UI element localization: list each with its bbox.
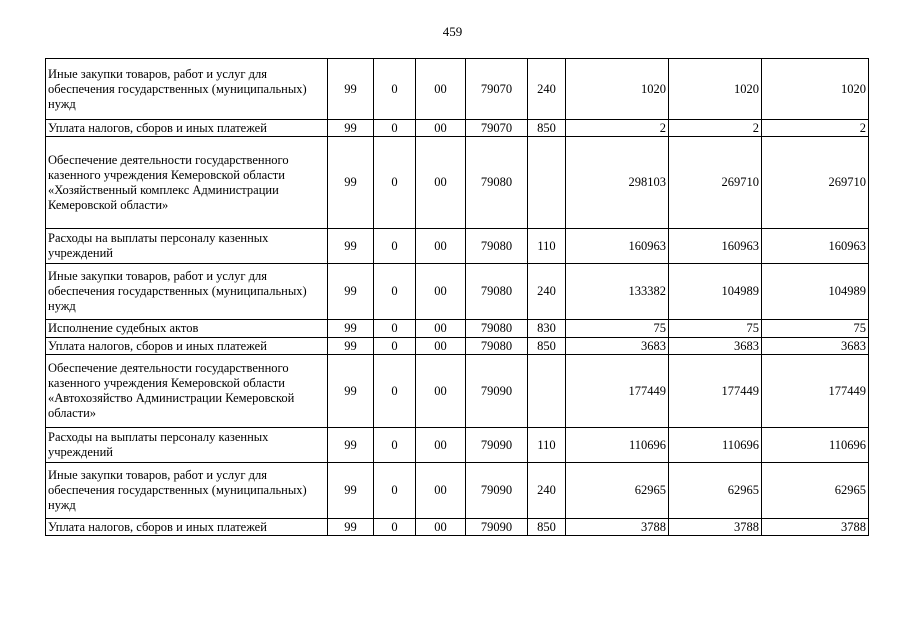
amount-year1-cell: 75: [566, 320, 669, 338]
amount-year3-cell: 110696: [762, 428, 869, 463]
target-article-cell: 79080: [466, 338, 528, 355]
subsection-cell: 0: [374, 463, 416, 519]
section-cell: 99: [328, 463, 374, 519]
amount-year3-cell: 104989: [762, 264, 869, 320]
amount-year2-cell: 160963: [669, 229, 762, 264]
amount-year3-cell: 3788: [762, 519, 869, 536]
target-article-cell: 79080: [466, 229, 528, 264]
expense-type-cell: 240: [528, 463, 566, 519]
amount-year1-cell: 110696: [566, 428, 669, 463]
expense-type-cell: 240: [528, 59, 566, 120]
amount-year1-cell: 2: [566, 120, 669, 137]
target-article-cell: 79080: [466, 137, 528, 229]
subsection-cell: 0: [374, 355, 416, 428]
target-article-cell: 79090: [466, 519, 528, 536]
amount-year1-cell: 177449: [566, 355, 669, 428]
subsection-cell: 0: [374, 120, 416, 137]
program-cell: 00: [416, 463, 466, 519]
expense-name-cell: Уплата налогов, сборов и иных платежей: [46, 120, 328, 137]
expense-type-cell: 240: [528, 264, 566, 320]
expense-name-cell: Иные закупки товаров, работ и услуг для обеспечения государственных (муниципальных) нужд: [46, 59, 328, 120]
table-row: [46, 120, 869, 137]
section-cell: 99: [328, 355, 374, 428]
expense-name-cell: Иные закупки товаров, работ и услуг для обеспечения государственных (муниципальных) нужд: [46, 463, 328, 519]
amount-year2-cell: 75: [669, 320, 762, 338]
target-article-cell: 79090: [466, 428, 528, 463]
program-cell: 00: [416, 428, 466, 463]
table-row: [46, 463, 869, 519]
amount-year1-cell: 62965: [566, 463, 669, 519]
section-cell: 99: [328, 137, 374, 229]
section-cell: 99: [328, 320, 374, 338]
program-cell: 00: [416, 229, 466, 264]
target-article-cell: 79070: [466, 59, 528, 120]
program-cell: 00: [416, 320, 466, 338]
amount-year2-cell: 110696: [669, 428, 762, 463]
amount-year1-cell: 298103: [566, 137, 669, 229]
amount-year2-cell: 104989: [669, 264, 762, 320]
program-cell: 00: [416, 120, 466, 137]
amount-year2-cell: 3788: [669, 519, 762, 536]
target-article-cell: 79090: [466, 463, 528, 519]
amount-year2-cell: 62965: [669, 463, 762, 519]
subsection-cell: 0: [374, 338, 416, 355]
amount-year1-cell: 3788: [566, 519, 669, 536]
subsection-cell: 0: [374, 320, 416, 338]
expense-name-cell: Расходы на выплаты персоналу казенных учреждений: [46, 229, 328, 264]
amount-year2-cell: 2: [669, 120, 762, 137]
expense-type-cell: 850: [528, 519, 566, 536]
expense-type-cell: 850: [528, 120, 566, 137]
amount-year1-cell: 133382: [566, 264, 669, 320]
section-cell: 99: [328, 264, 374, 320]
table-row: [46, 355, 869, 428]
amount-year1-cell: 1020: [566, 59, 669, 120]
table-row: [46, 264, 869, 320]
section-cell: 99: [328, 229, 374, 264]
subsection-cell: 0: [374, 519, 416, 536]
expense-type-cell: 110: [528, 428, 566, 463]
expense-name-cell: Расходы на выплаты персоналу казенных учреждений: [46, 428, 328, 463]
amount-year2-cell: 1020: [669, 59, 762, 120]
expense-type-cell: 850: [528, 338, 566, 355]
table-row: [46, 229, 869, 264]
amount-year3-cell: 75: [762, 320, 869, 338]
amount-year1-cell: 160963: [566, 229, 669, 264]
amount-year2-cell: 3683: [669, 338, 762, 355]
expense-type-cell: 110: [528, 229, 566, 264]
subsection-cell: 0: [374, 137, 416, 229]
expense-type-cell: [528, 355, 566, 428]
expense-name-cell: Уплата налогов, сборов и иных платежей: [46, 519, 328, 536]
expense-type-cell: [528, 137, 566, 229]
table-row: [46, 137, 869, 229]
table-row: [46, 519, 869, 536]
amount-year2-cell: 177449: [669, 355, 762, 428]
table-row: [46, 320, 869, 338]
expense-name-cell: Обеспечение деятельности государственного казенного учреждения Кемеровской области «Автохозяйство Администрации Кемеровской области»: [46, 355, 328, 428]
table-row: [46, 428, 869, 463]
program-cell: 00: [416, 59, 466, 120]
program-cell: 00: [416, 355, 466, 428]
amount-year1-cell: 3683: [566, 338, 669, 355]
subsection-cell: 0: [374, 59, 416, 120]
program-cell: 00: [416, 338, 466, 355]
program-cell: 00: [416, 519, 466, 536]
expense-name-cell: Исполнение судебных актов: [46, 320, 328, 338]
budget-table: [45, 58, 869, 536]
section-cell: 99: [328, 59, 374, 120]
amount-year3-cell: 2: [762, 120, 869, 137]
expense-name-cell: Иные закупки товаров, работ и услуг для обеспечения государственных (муниципальных) нужд: [46, 264, 328, 320]
amount-year3-cell: 3683: [762, 338, 869, 355]
program-cell: 00: [416, 264, 466, 320]
section-cell: 99: [328, 338, 374, 355]
expense-name-cell: Обеспечение деятельности государственного казенного учреждения Кемеровской области «Хозяйственный комплекс Администрации Кемеровской области»: [46, 137, 328, 229]
amount-year2-cell: 269710: [669, 137, 762, 229]
amount-year3-cell: 1020: [762, 59, 869, 120]
subsection-cell: 0: [374, 428, 416, 463]
target-article-cell: 79080: [466, 320, 528, 338]
amount-year3-cell: 269710: [762, 137, 869, 229]
amount-year3-cell: 160963: [762, 229, 869, 264]
target-article-cell: 79080: [466, 264, 528, 320]
expense-name-cell: Уплата налогов, сборов и иных платежей: [46, 338, 328, 355]
subsection-cell: 0: [374, 229, 416, 264]
expense-type-cell: 830: [528, 320, 566, 338]
section-cell: 99: [328, 519, 374, 536]
table-row: [46, 338, 869, 355]
section-cell: 99: [328, 120, 374, 137]
program-cell: 00: [416, 137, 466, 229]
page-number: 459: [442, 24, 463, 39]
table-row: [46, 59, 869, 120]
table-body: [46, 59, 869, 536]
amount-year3-cell: 177449: [762, 355, 869, 428]
subsection-cell: 0: [374, 264, 416, 320]
amount-year3-cell: 62965: [762, 463, 869, 519]
target-article-cell: 79090: [466, 355, 528, 428]
target-article-cell: 79070: [466, 120, 528, 137]
section-cell: 99: [328, 428, 374, 463]
